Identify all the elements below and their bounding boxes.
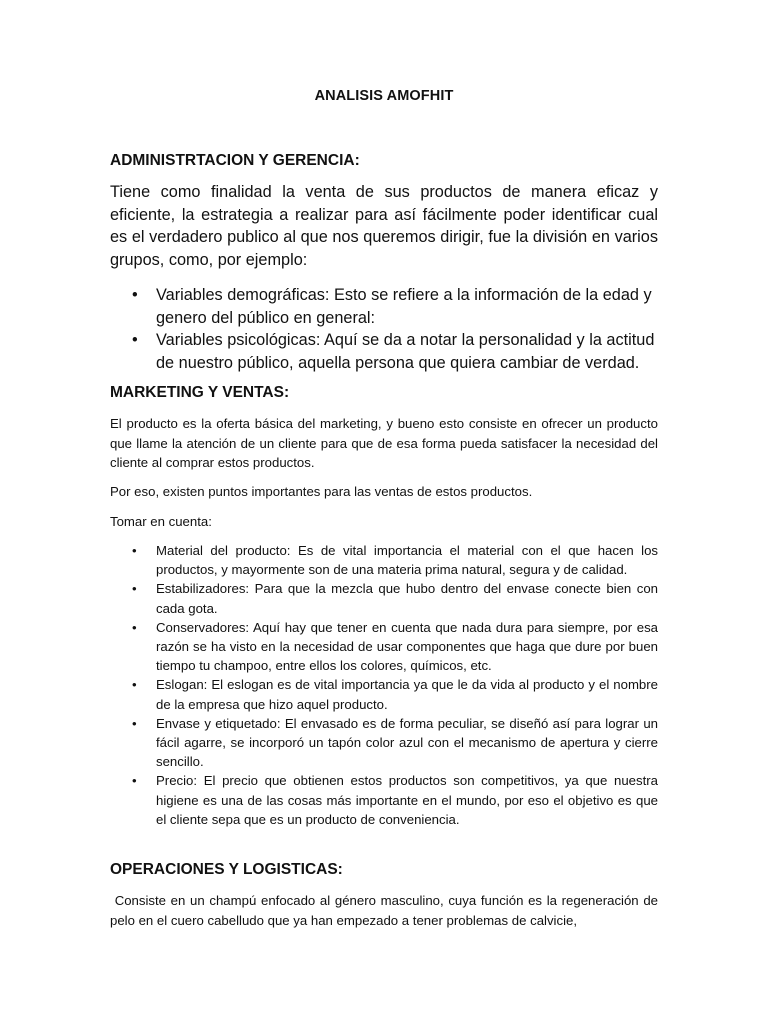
list-item bbox=[110, 771, 658, 829]
list-item bbox=[110, 541, 658, 579]
section-heading-operaciones: OPERACIONES Y LOGISTICAS: bbox=[110, 861, 343, 878]
bullet-list-marketing bbox=[110, 541, 658, 829]
bullet-glyph: • bbox=[132, 677, 137, 693]
list-item bbox=[110, 284, 658, 329]
bullet-glyph: • bbox=[132, 715, 137, 731]
list-item bbox=[110, 329, 658, 374]
section-paragraph-operaciones: Consiste en un champú enfocado al género masculino, cuya función es la regeneración de pelo en el cuero cabelludo que ya han empezado a tener problemas de calvicie, bbox=[110, 893, 662, 928]
list-item bbox=[110, 714, 658, 772]
list-item-text: Variables demográficas: Esto se refiere a la información de la edad y genero del público en general: bbox=[156, 286, 652, 327]
bullet-glyph: • bbox=[132, 286, 138, 304]
document-title: ANALISIS AMOFHIT bbox=[314, 88, 454, 104]
section-paragraph-administracion: Tiene como finalidad la venta de sus productos de manera eficaz y eficiente, la estrategia a realizar para así fácilmente poder identificar cual es el verdadero publico al que nos queremos dirigir, fue la división en varios grupos, como, por ejemplo: bbox=[110, 183, 658, 270]
list-item-text: Eslogan: El eslogan es de vital importancia ya que le da vida al producto y el nombre de la empresa que hizo aquel producto. bbox=[156, 677, 658, 712]
section-paragraph-marketing-2: Por eso, existen puntos importantes para las ventas de estos productos. bbox=[110, 484, 533, 499]
list-item bbox=[110, 618, 658, 676]
section-paragraph-marketing-1: El producto es la oferta básica del marketing, y bueno esto consiste en ofrecer un producto que llame la atención de un cliente para que de esa forma pueda satisfacer la necesidad del cliente al comprar estos productos. bbox=[110, 416, 658, 470]
list-item-text: Envase y etiquetado: El envasado es de forma peculiar, se diseñó así para lograr un fácil agarre, se incorporó un tapón color azul con el mecanismo de apertura y cierre sencillo. bbox=[156, 715, 658, 770]
list-item bbox=[110, 579, 658, 617]
list-item-text: Variables psicológicas: Aquí se da a notar la personalidad y la actitud de nuestro público, aquella persona que quiera cambiar de verdad. bbox=[156, 331, 655, 373]
list-item bbox=[110, 675, 658, 713]
bullet-glyph: • bbox=[132, 581, 137, 597]
list-item-text: Estabilizadores: Para que la mezcla que hubo dentro del envase conecte bien con cada gota. bbox=[156, 581, 658, 616]
section-paragraph-marketing-3: Tomar en cuenta: bbox=[110, 514, 212, 529]
list-item-text: Precio: El precio que obtienen estos productos son competitivos, ya que nuestra higiene es una de las cosas más importante en el mundo, por eso el objetivo es que el cliente sepa que es un producto de conveniencia. bbox=[156, 773, 658, 827]
bullet-glyph: • bbox=[132, 773, 137, 789]
bullet-list-variables bbox=[110, 284, 658, 375]
section-heading-administracion: ADMINISTRTACION Y GERENCIA: bbox=[110, 152, 360, 169]
list-item-text: Conservadores: Aquí hay que tener en cuenta que nada dura para siempre, por esa razón se ha visto en la necesidad de usar componentes que haga que dure por buen tiempo tu champoo, entre ellos los colores, químicos, etc. bbox=[156, 619, 658, 674]
bullet-glyph: • bbox=[132, 619, 137, 635]
list-item-text: Material del producto: Es de vital importancia el material con el que hacen los productos, y mayormente son de una materia prima natural, segura y de calidad. bbox=[156, 543, 658, 578]
bullet-glyph: • bbox=[132, 543, 137, 558]
section-heading-marketing: MARKETING Y VENTAS: bbox=[110, 384, 290, 401]
bullet-glyph: • bbox=[132, 331, 138, 350]
